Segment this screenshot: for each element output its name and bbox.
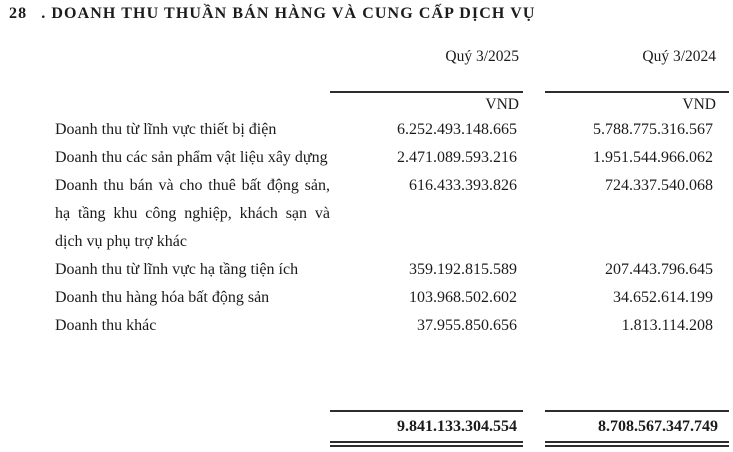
column-header-q3-2024: Quý 3/2024 [642,48,716,65]
total-row [55,410,729,447]
table-row [55,284,729,312]
value-q3-2025: 103.968.502.602 [409,289,517,306]
column-gap [523,116,545,144]
value-q3-2024: 207.443.796.645 [605,261,713,278]
column-gap [523,172,545,256]
table-row [55,256,729,284]
total-q3-2024: 8.708.567.347.749 [545,410,729,447]
spacer-cell [55,91,330,114]
value-q3-2025: 37.955.850.656 [417,317,517,334]
value-q3-2024: 1.951.544.966.062 [593,149,713,166]
value-q3-2024: 1.813.114.208 [621,317,713,334]
value-q3-2025: 616.433.393.826 [409,177,517,194]
table-row [55,116,729,144]
column-gap [523,48,545,66]
row-label: Doanh thu bán và cho thuê bất động sản, hạ tầng khu công nghiệp, khách sạn và dịch vụ phụ trợ khác [55,177,330,250]
section-number: 28 [9,5,28,22]
value-q3-2025: 6.252.493.148.665 [397,121,517,138]
table-row [55,312,729,340]
value-q3-2024: 724.337.540.068 [605,177,713,194]
column-gap [523,256,545,284]
unit-label-q3-2025: VND [330,91,523,114]
table-row [55,144,729,172]
row-label: Doanh thu từ lĩnh vực hạ tầng tiện ích [55,261,299,278]
row-label: Doanh thu khác [55,317,157,334]
row-label: Doanh thu hàng hóa bất động sản [55,289,270,306]
spacer-cell [55,48,330,66]
revenue-table-body [55,116,729,340]
section-heading [9,5,536,23]
row-label: Doanh thu các sản phẩm vật liệu xây dựng [55,149,328,166]
column-gap [523,284,545,312]
total-q3-2025: 9.841.133.304.554 [330,410,523,447]
column-headers-row [55,48,729,66]
column-gap [523,312,545,340]
column-gap [523,91,545,114]
column-gap [523,410,545,447]
value-q3-2024: 34.652.614.199 [613,289,713,306]
spacer-cell [55,410,330,447]
unit-label-q3-2024: VND [545,91,729,114]
row-label: Doanh thu từ lĩnh vực thiết bị điện [55,121,277,138]
section-title: . DOANH THU THUẦN BÁN HÀNG VÀ CUNG CẤP DỊCH VỤ [41,5,536,22]
value-q3-2025: 2.471.089.593.216 [397,149,517,166]
unit-row [55,91,729,114]
value-q3-2025: 359.192.815.589 [409,261,517,278]
table-row [55,172,729,256]
value-q3-2024: 5.788.775.316.567 [593,121,713,138]
column-header-q3-2025: Quý 3/2025 [445,48,519,65]
column-gap [523,144,545,172]
